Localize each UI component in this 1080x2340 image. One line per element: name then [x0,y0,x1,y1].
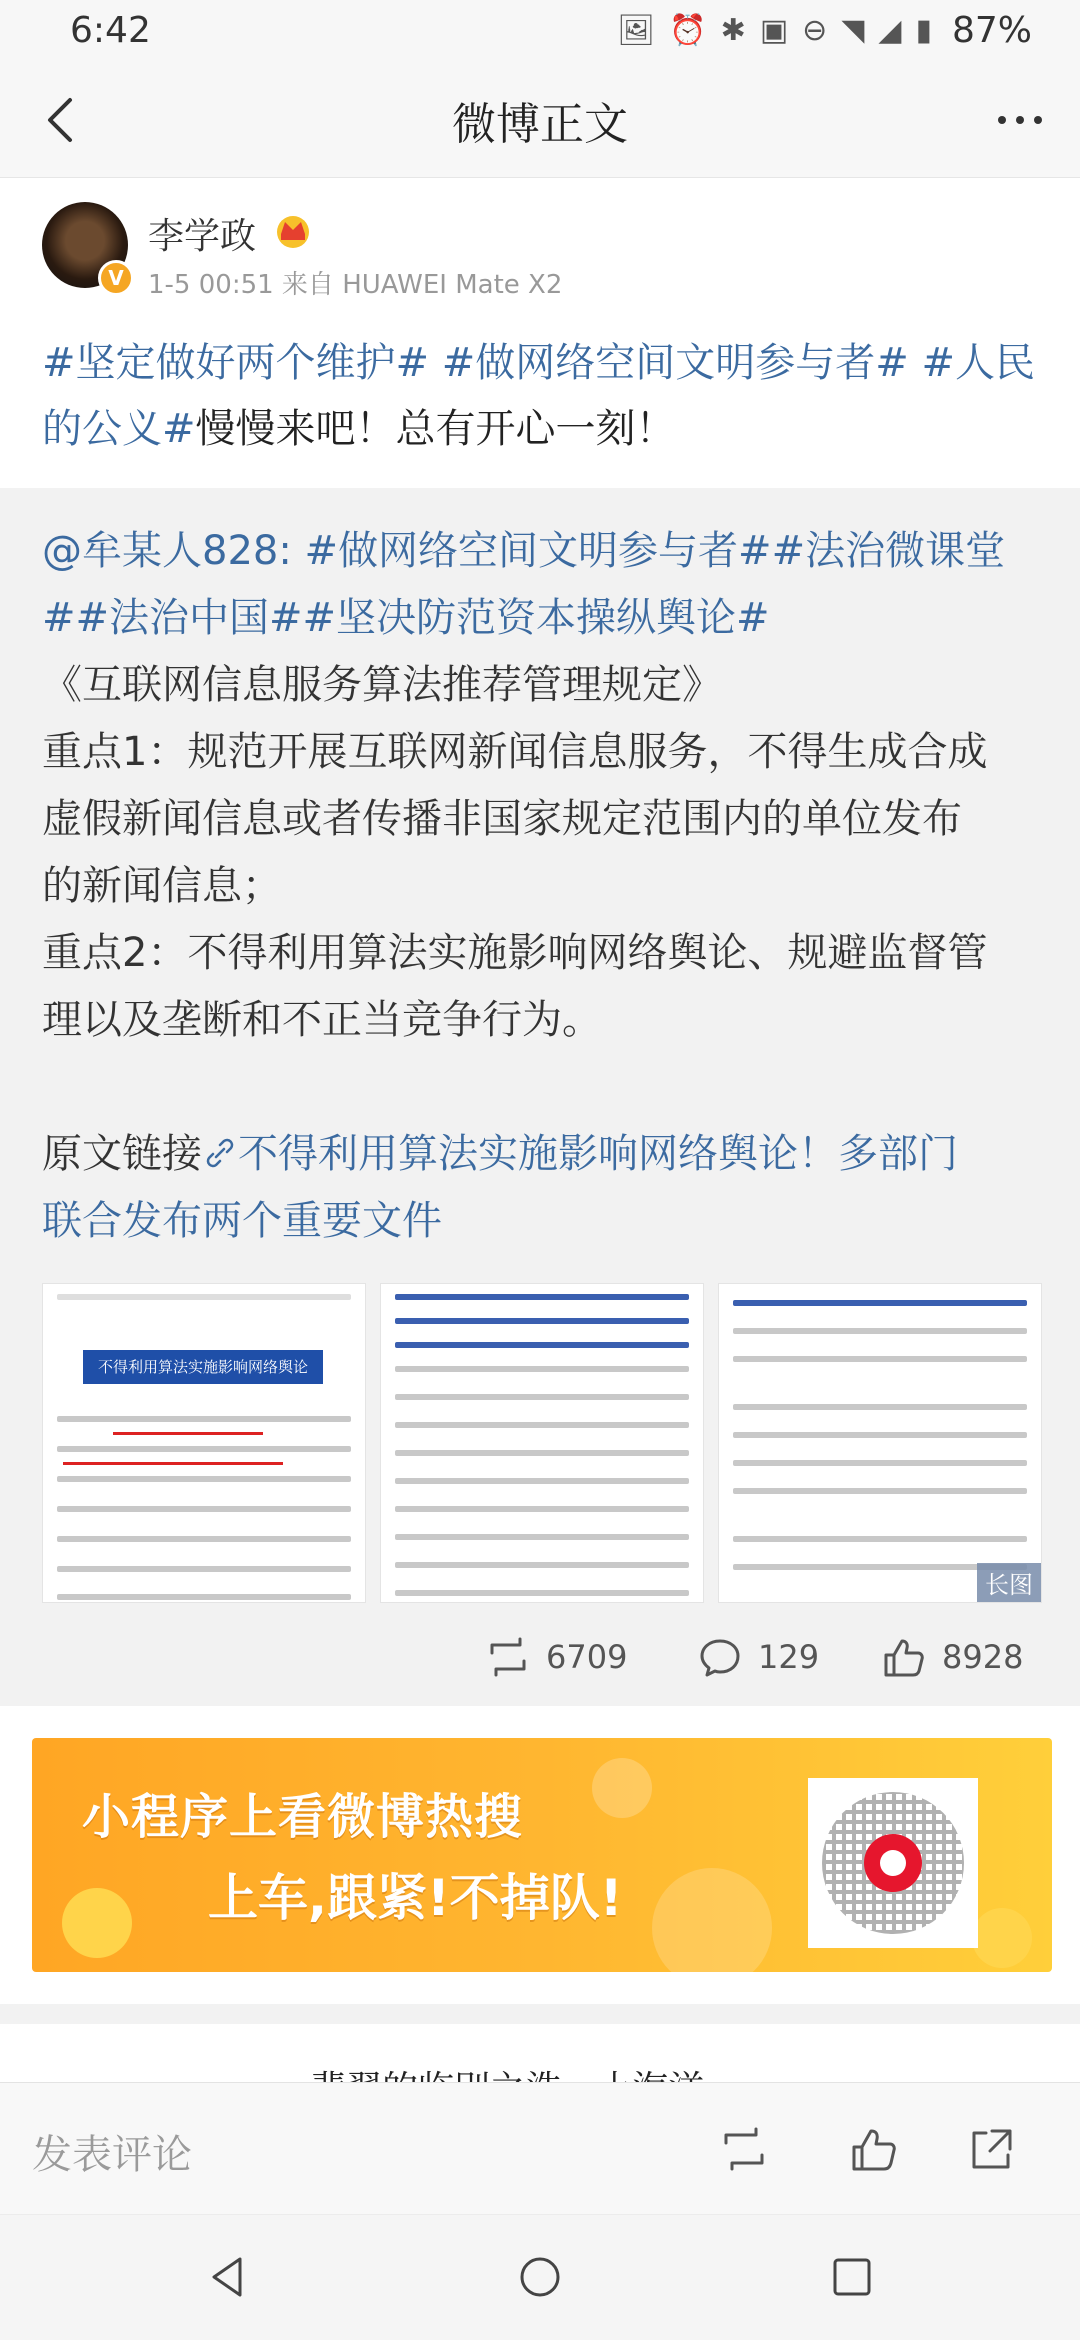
status-icons [617,10,1032,51]
image-thumbnail[interactable] [718,1283,1042,1603]
weibo-logo-icon [864,1834,922,1892]
long-image-badge: 长图 [977,1563,1041,1602]
status-time: 6:42 [70,10,151,51]
author-header [0,178,1080,308]
share-icon[interactable] [964,2121,1020,2177]
vibrate-icon: ▣ [759,13,789,48]
bluetooth-icon: ✱ [720,13,746,48]
promo-banner[interactable] [32,1738,1052,1972]
vip-crown-icon [272,210,314,252]
image-grid [42,1283,1042,1603]
link-prefix: 原文链接 [42,1131,202,1177]
battery-percent: 87% [951,10,1032,51]
image-thumbnail[interactable] [380,1283,704,1603]
more-icon[interactable] [990,90,1050,150]
system-nav-bar [0,2214,1080,2340]
mention-link[interactable]: @牟某人828: [42,528,292,574]
dnd-icon: ⊖ [802,13,828,48]
signal-icon: ◢ [878,13,902,48]
post-body: 慢慢来吧！总有开心一刻！ [195,406,676,452]
nav-home-icon[interactable] [512,2249,568,2305]
repost-line: 重点2：不得利用算法实施影响网络舆论、规避监督管 [42,930,988,976]
thumbs-up-icon[interactable] [846,2121,902,2177]
action-bar [0,1623,1080,1693]
verified-badge-icon: V [98,260,134,296]
comment-input[interactable]: 发表评论 [32,2132,192,2178]
post-text [42,330,1042,462]
hashtag-link[interactable]: #坚定做好两个维护# [42,340,430,386]
hashtag-link[interactable]: #人民 [921,340,1036,386]
post-meta: 1-5 00:51 来自 HUAWEI Mate X2 [148,270,563,300]
nav-recents-icon[interactable] [824,2249,880,2305]
divider [0,2004,1080,2024]
article-link[interactable]: 不得利用算法实施影响网络舆论！多部门 [238,1131,958,1177]
comment-button[interactable] [696,1633,819,1681]
repost-line: 《互联网信息服务算法推荐管理规定》 [42,662,722,708]
image-banner [83,1350,323,1384]
banner-title: 小程序上看微博热搜 [82,1789,524,1845]
author-name[interactable]: 李学政 [148,216,257,257]
repost-icon[interactable] [716,2121,772,2177]
repost-line: 理以及垄断和不正当竞争行为。 [42,997,602,1043]
wifi-icon: ◥ [841,13,865,48]
link-icon [202,1135,238,1171]
repost-text [42,518,1042,1255]
qr-code [808,1778,978,1948]
repost-button[interactable] [484,1633,627,1681]
like-button[interactable] [880,1633,1023,1681]
comment-bar [0,2082,1080,2214]
hashtag-link[interactable]: #做网络空间文明参与者# [441,340,909,386]
hashtag-link[interactable]: #做网络空间文明参与者##法治微课堂 [304,528,1006,574]
alarm-icon: ⏰ [669,13,707,48]
nav-bar [0,64,1080,178]
next-post-peek [310,2064,704,2084]
banner-subtitle: 上车,跟紧!不掉队! [208,1869,623,1927]
comment-icon [696,1633,744,1681]
article-link[interactable]: 联合发布两个重要文件 [42,1198,442,1244]
image-thumbnail[interactable] [42,1283,366,1603]
repost-icon [484,1633,532,1681]
thumbs-up-icon [880,1633,928,1681]
nav-back-icon[interactable] [200,2249,256,2305]
battery-icon: ▮ [915,13,932,48]
hashtag-link[interactable]: 的公义# [42,406,196,452]
repost-line: 虚假新闻信息或者传播非国家规定范围内的单位发布 [42,796,962,842]
repost-card[interactable] [0,488,1080,1706]
repost-count: 6709 [546,1638,628,1676]
image-banner-text: 不得利用算法实施影响网络舆论 [97,1358,308,1376]
repost-line: 重点1：规范开展互联网新闻信息服务，不得生成合成 [42,729,988,775]
comment-count: 129 [758,1638,820,1676]
like-count: 8928 [942,1638,1024,1676]
repost-line: 的新闻信息； [42,863,282,909]
hashtag-link[interactable]: ##法治中国##坚决防范资本操纵舆论# [42,595,770,641]
status-bar [0,0,1080,64]
page-title: 微博正文 [452,99,628,150]
image-icon: 🖼 [617,13,656,48]
